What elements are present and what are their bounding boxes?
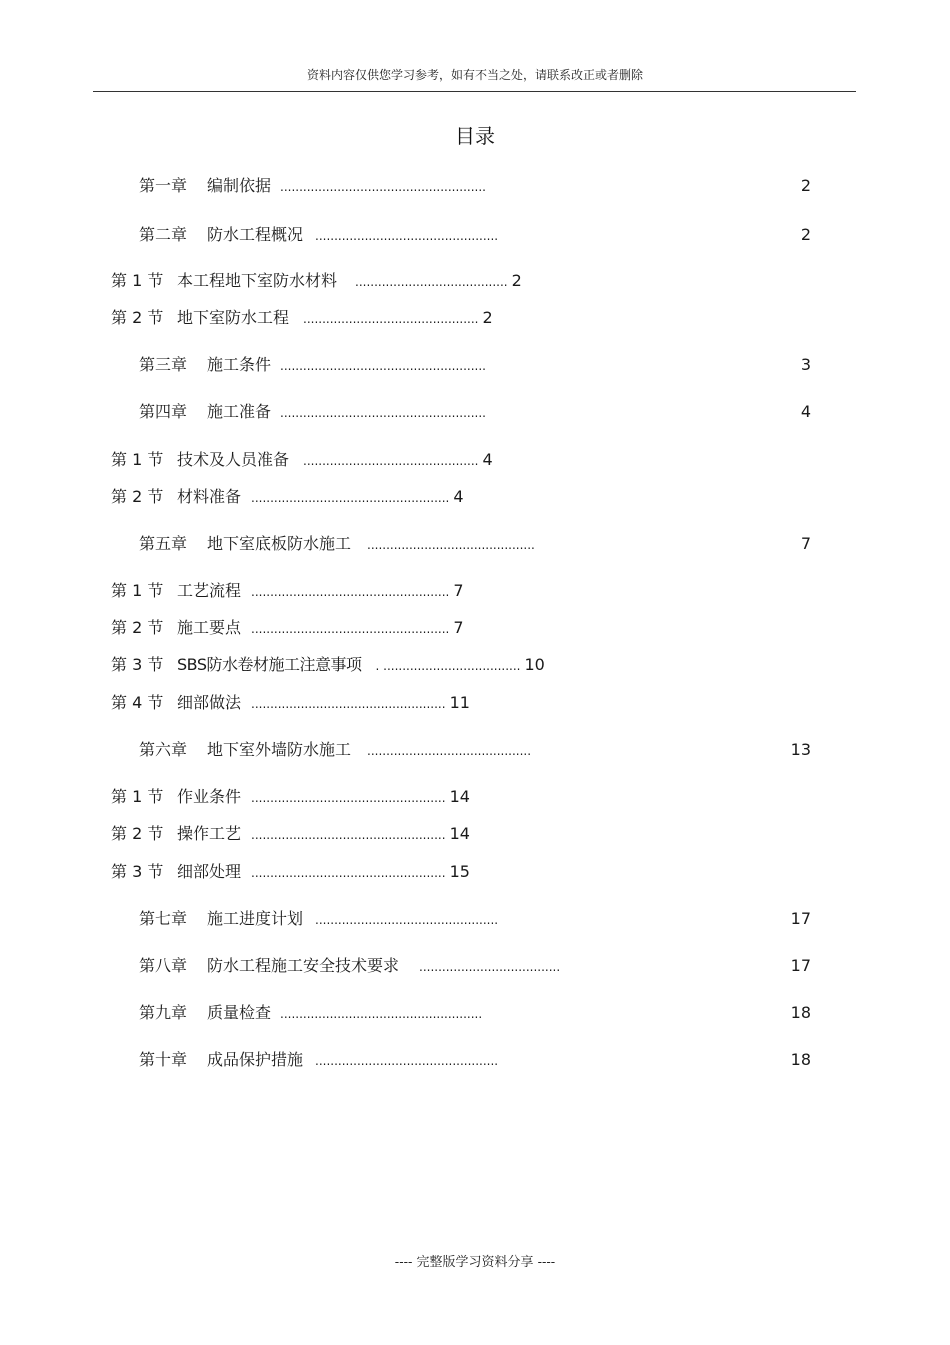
toc-leader-dots: .................................................... — [251, 585, 450, 599]
toc-entry-ch6s3[interactable] — [111, 861, 470, 883]
toc-entry-ch4s1[interactable] — [111, 449, 493, 471]
toc-entry-ch9[interactable] — [139, 1002, 482, 1024]
toc-section-title: SBS防水卷材施工注意事项 — [177, 655, 362, 674]
toc-section-title: 细部处理 — [177, 862, 242, 881]
toc-entry-ch5s1[interactable] — [111, 580, 464, 602]
toc-chapter-number: 第四章 — [139, 402, 188, 421]
toc-page-ch2: 2 — [800, 225, 811, 244]
toc-leader-dots: ........................................... — [367, 744, 532, 758]
toc-chapter-title: 质量检查 — [207, 1003, 272, 1022]
toc-entry-ch5[interactable] — [139, 533, 535, 555]
toc-leader-dots: ................................................ — [315, 913, 499, 927]
toc-leader-dots: ............................................ — [367, 538, 535, 552]
toc-chapter-number: 第十章 — [139, 1050, 188, 1069]
toc-leader-dots: ................................................... — [251, 866, 446, 880]
toc-page-ch7: 17 — [790, 909, 811, 928]
toc-section-number: 第 3 节 — [111, 655, 164, 674]
toc-chapter-number: 第五章 — [139, 534, 188, 553]
toc-leader-dots: ...................................................... — [280, 406, 486, 420]
toc-section-page: 15 — [449, 862, 470, 881]
toc-chapter-title: 施工准备 — [207, 402, 272, 421]
toc-section-page: 4 — [453, 487, 464, 506]
toc-leader-dots: ................................................ — [315, 229, 499, 243]
toc-section-title: 技术及人员准备 — [177, 450, 290, 469]
toc-chapter-title: 防水工程概况 — [207, 225, 304, 244]
toc-chapter-number: 第八章 — [139, 956, 188, 975]
toc-entry-ch6s1[interactable] — [111, 786, 470, 808]
toc-leader-dots: ........................................ — [355, 275, 508, 289]
toc-section-number: 第 1 节 — [111, 581, 164, 600]
toc-section-page: 7 — [453, 618, 464, 637]
toc-entry-ch3[interactable] — [139, 354, 486, 376]
toc-section-number: 第 2 节 — [111, 487, 164, 506]
toc-leader-dots: .................................................... — [251, 491, 450, 505]
toc-page-ch3: 3 — [800, 355, 811, 374]
toc-leader-dots: .............................................. — [303, 312, 479, 326]
toc-leader-dots: ................................................... — [251, 791, 446, 805]
toc-page-ch5: 7 — [800, 534, 811, 553]
toc-leader-dots: ................................................ — [315, 1054, 499, 1068]
toc-section-title: 本工程地下室防水材料 — [177, 271, 338, 290]
page-footer: ---- 完整版学习资料分享 ---- — [394, 1255, 556, 1270]
toc-leader-dots: . .................................... — [375, 659, 521, 673]
toc-section-title: 细部做法 — [177, 693, 242, 712]
toc-section-title: 施工要点 — [177, 618, 242, 637]
toc-entry-ch4s2[interactable] — [111, 486, 464, 508]
toc-section-number: 第 2 节 — [111, 824, 164, 843]
toc-entry-ch5s4[interactable] — [111, 692, 470, 714]
toc-title: 目录 — [455, 124, 495, 148]
toc-leader-dots: ..................................... — [419, 960, 561, 974]
toc-leader-dots: .................................................... — [251, 622, 450, 636]
toc-chapter-title: 地下室底板防水施工 — [207, 534, 352, 553]
page-header: 资料内容仅供您学习参考，如有不当之处，请联系改正或者删除 — [306, 68, 643, 82]
toc-section-page: 14 — [449, 824, 470, 843]
toc-chapter-number: 第三章 — [139, 355, 188, 374]
toc-page-ch1: 2 — [800, 176, 811, 195]
toc-section-title: 操作工艺 — [177, 824, 242, 843]
toc-section-title: 作业条件 — [177, 787, 242, 806]
toc-leader-dots: ................................................... — [251, 828, 446, 842]
toc-chapter-number: 第九章 — [139, 1003, 188, 1022]
toc-section-title: 工艺流程 — [177, 581, 242, 600]
toc-chapter-title: 施工条件 — [207, 355, 272, 374]
toc-entry-ch6s2[interactable] — [111, 823, 470, 845]
toc-entry-ch2s1[interactable] — [111, 270, 522, 292]
toc-section-title: 材料准备 — [177, 487, 242, 506]
toc-chapter-title: 地下室外墙防水施工 — [207, 740, 352, 759]
toc-section-number: 第 1 节 — [111, 271, 164, 290]
toc-section-number: 第 2 节 — [111, 308, 164, 327]
toc-leader-dots: ................................................... — [251, 697, 446, 711]
toc-section-number: 第 1 节 — [111, 787, 164, 806]
toc-section-number: 第 3 节 — [111, 862, 164, 881]
toc-leader-dots: .............................................. — [303, 454, 479, 468]
toc-section-number: 第 4 节 — [111, 693, 164, 712]
toc-leader-dots: ...................................................... — [280, 180, 486, 194]
toc-leader-dots: ..................................................... — [280, 1007, 483, 1021]
toc-entry-ch5s3[interactable] — [111, 654, 545, 676]
toc-page-ch8: 17 — [790, 956, 811, 975]
toc-leader-dots: ...................................................... — [280, 359, 486, 373]
toc-page-ch10: 18 — [790, 1050, 811, 1069]
toc-entry-ch2[interactable] — [139, 224, 498, 246]
toc-chapter-title: 防水工程施工安全技术要求 — [207, 956, 400, 975]
toc-section-number: 第 1 节 — [111, 450, 164, 469]
toc-section-page: 2 — [511, 271, 522, 290]
toc-entry-ch7[interactable] — [139, 908, 498, 930]
toc-section-page: 14 — [449, 787, 470, 806]
toc-section-number: 第 2 节 — [111, 618, 164, 637]
toc-entry-ch2s2[interactable] — [111, 307, 493, 329]
toc-page-ch9: 18 — [790, 1003, 811, 1022]
toc-page-ch4: 4 — [800, 402, 811, 421]
toc-section-page: 4 — [482, 450, 493, 469]
toc-chapter-title: 成品保护措施 — [207, 1050, 304, 1069]
toc-chapter-number: 第二章 — [139, 225, 188, 244]
toc-chapter-number: 第六章 — [139, 740, 188, 759]
toc-section-page: 2 — [482, 308, 493, 327]
toc-chapter-title: 编制依据 — [207, 176, 272, 195]
toc-entry-ch10[interactable] — [139, 1049, 498, 1071]
toc-chapter-title: 施工进度计划 — [207, 909, 304, 928]
toc-entry-ch1[interactable] — [139, 175, 486, 197]
header-divider — [93, 91, 856, 92]
toc-entry-ch5s2[interactable] — [111, 617, 464, 639]
toc-section-page: 7 — [453, 581, 464, 600]
toc-section-page: 10 — [524, 655, 545, 674]
toc-section-page: 11 — [449, 693, 470, 712]
toc-chapter-number: 第七章 — [139, 909, 188, 928]
toc-section-title: 地下室防水工程 — [177, 308, 290, 327]
toc-entry-ch4[interactable] — [139, 401, 486, 423]
toc-chapter-number: 第一章 — [139, 176, 188, 195]
toc-page-ch6: 13 — [790, 740, 811, 759]
toc-entry-ch8[interactable] — [139, 955, 560, 977]
toc-entry-ch6[interactable] — [139, 739, 531, 761]
